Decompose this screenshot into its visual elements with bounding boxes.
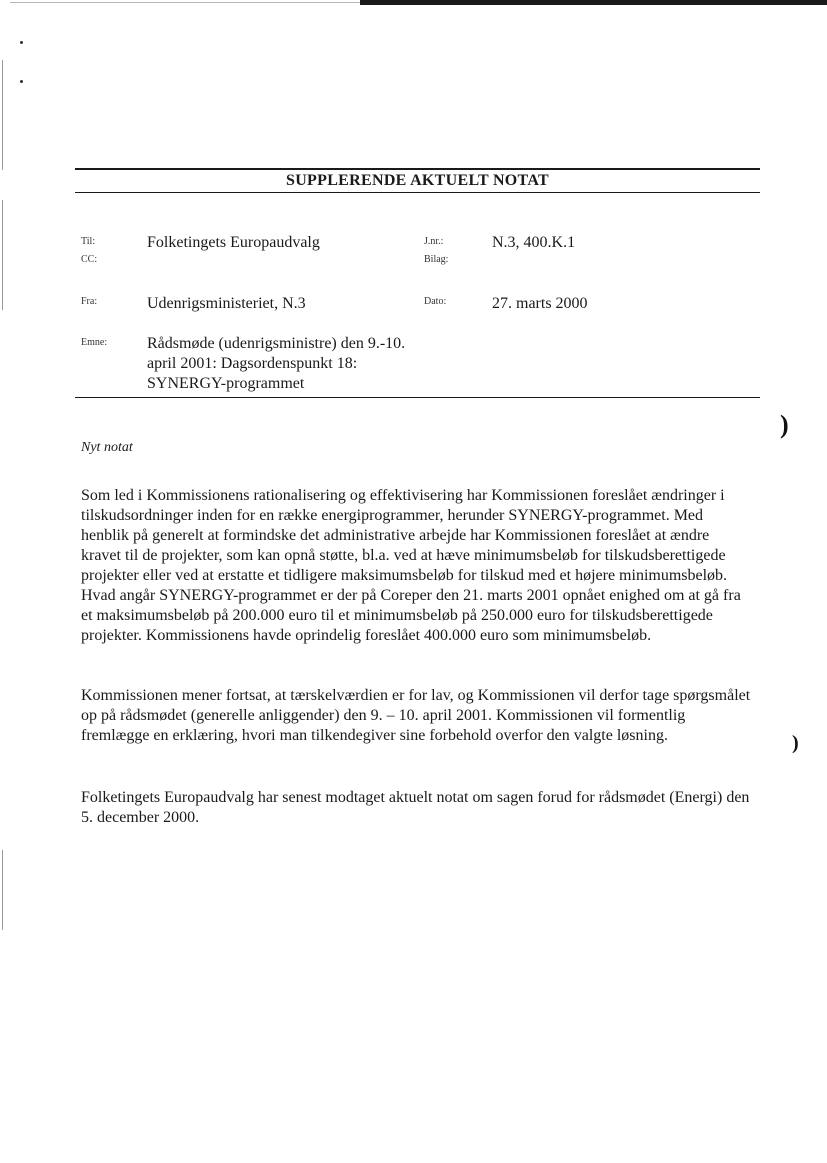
paragraph-1: Som led i Kommissionens rationalisering og effektivisering har Kommissionen foreslået ændringer i tilskudsordninger inden for en række energiprogrammer, herunder SYNERGY-programmet. Med henblik på generelt at formindske det administrative arbejde har Kommissionen foreslået at ændre kravet til de projekter, som kan opnå støtte, bl.a. ved at hæve minimumsbeløb for tilskudsberettigede projekter eller ved at erstatte et tidligere maksimumsbeløb for tilskud med et højere minimumsbeløb. Hvad angår SYNERGY-programmet er der på Coreper den 21. marts 2001 opnået enighed om at gå fra et maksimumsbeløb på 200.000 euro til et minimumsbeløb på 250.000 euro for tilskudsberettigede projekter. Kommissionens havde oprindelig foreslået 400.000 euro som minimumsbeløb. [81, 487, 741, 644]
margin-mark: ) [792, 732, 799, 754]
dato-label: Dato: [424, 296, 447, 307]
document-title: SUPPLERENDE AKTUELT NOTAT [286, 172, 549, 189]
scan-edge-left [2, 60, 3, 170]
title-rule-bottom [75, 192, 760, 193]
margin-mark: ) [780, 410, 789, 439]
header-rule-bottom [75, 397, 760, 398]
fra-label: Fra: [81, 296, 98, 307]
scan-edge-left [2, 200, 3, 310]
cc-label: CC: [81, 254, 98, 265]
jnr-value: N.3, 400.K.1 [492, 234, 576, 251]
dato-value: 27. marts 2000 [492, 295, 588, 312]
fra-value: Udenrigsministeriet, N.3 [147, 295, 306, 312]
til-label: Til: [81, 236, 96, 247]
punch-hole-mark [20, 80, 23, 83]
til-value: Folketingets Europaudvalg [147, 234, 320, 251]
jnr-label: J.nr.: [424, 236, 444, 247]
title-rule-top [75, 168, 760, 170]
punch-hole-mark [20, 41, 23, 44]
paragraph-3: Folketingets Europaudvalg har senest modtaget aktuelt notat om sagen forud for rådsmødet (Energi) den 5. december 2000. [81, 789, 750, 826]
section-heading: Nyt notat [81, 440, 133, 455]
bilag-label: Bilag: [424, 254, 449, 265]
scan-edge-left [2, 850, 3, 930]
emne-value: Rådsmøde (udenrigsministre) den 9.-10. april 2001: Dagsordenspunkt 18: SYNERGY-programmet [147, 335, 406, 392]
emne-label: Emne: [81, 337, 108, 348]
scan-edge-top [360, 0, 827, 5]
paragraph-2: Kommissionen mener fortsat, at tærskelværdien er for lav, og Kommissionen vil derfor tage spørgsmålet op på rådsmødet (generelle anliggender) den 9. – 10. april 2001. Kommissionen vil formentlig fremlægge en erklæring, hvori man tilkendegiver sine forbehold overfor den valgte løsning. [81, 687, 751, 744]
scan-edge-top-thin [10, 2, 360, 3]
